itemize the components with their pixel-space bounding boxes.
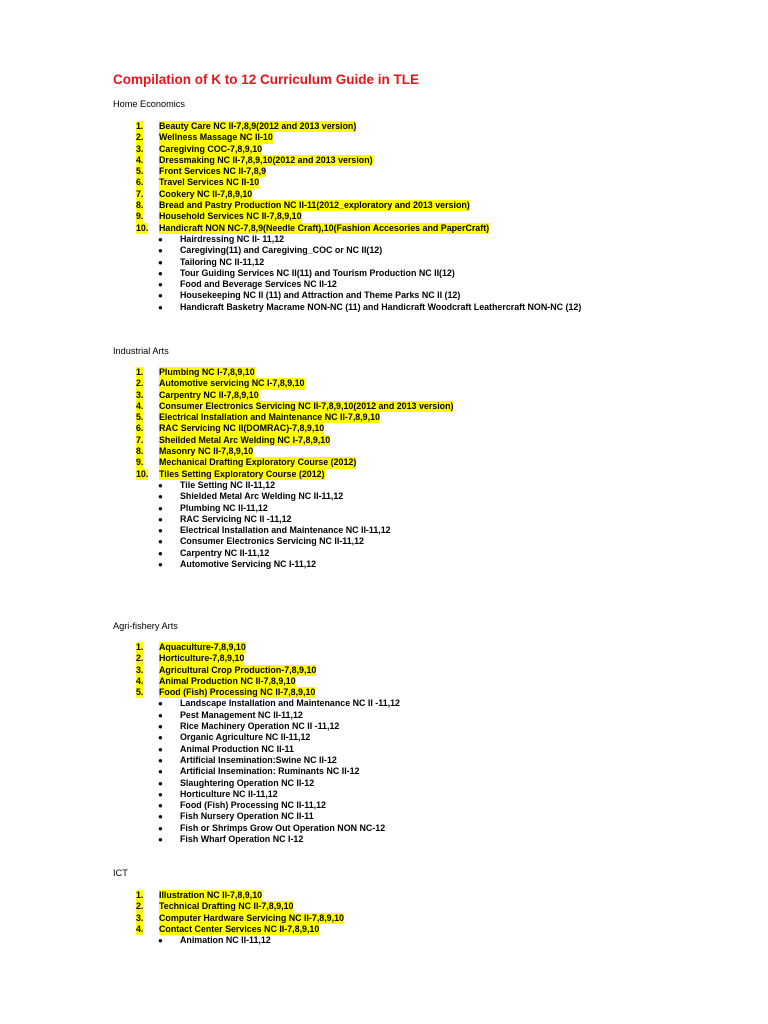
section-heading: Industrial Arts bbox=[113, 346, 169, 356]
bullet-label: Automotive Servicing NC I-11,12 bbox=[180, 559, 317, 570]
numbered-item bbox=[113, 400, 454, 412]
bullet-item bbox=[113, 547, 270, 559]
bullet-dot-icon: ● bbox=[158, 548, 163, 558]
item-label: Front Services NC II-7,8,9 bbox=[159, 166, 267, 177]
numbered-item bbox=[113, 675, 296, 687]
bullet-item bbox=[113, 513, 292, 525]
numbered-list bbox=[113, 121, 582, 313]
numbered-list bbox=[113, 367, 454, 570]
bullet-label: Animal Production NC II-11 bbox=[180, 743, 294, 754]
item-number: 1. bbox=[136, 367, 144, 377]
bullet-item bbox=[113, 479, 276, 491]
bullet-item bbox=[113, 754, 337, 766]
item-label: Technical Drafting NC II-7,8,9,10 bbox=[159, 901, 294, 912]
bullet-item bbox=[113, 301, 582, 313]
item-label: Household Services NC II-7,8,9,10 bbox=[159, 211, 302, 222]
bullet-dot-icon: ● bbox=[158, 302, 163, 312]
bullet-label: Electrical Installation and Maintenance NC II-11,12 bbox=[180, 525, 391, 536]
numbered-item bbox=[113, 188, 253, 200]
bullet-item bbox=[113, 811, 314, 822]
item-label: Cookery NC II-7,8,9,10 bbox=[159, 188, 253, 199]
item-label: Caregiving COC-7,8,9,10 bbox=[159, 143, 263, 154]
item-number: 5. bbox=[136, 166, 144, 177]
item-number: 1. bbox=[136, 121, 144, 131]
bullet-label: Hairdressing NC II- 11,12 bbox=[180, 233, 285, 244]
bullet-dot-icon: ● bbox=[158, 234, 163, 244]
bullet-dot-icon: ● bbox=[158, 480, 163, 490]
item-label: Illustration NC II-7,8,9,10 bbox=[159, 890, 263, 900]
bullet-dot-icon: ● bbox=[158, 257, 163, 267]
bullet-label: Slaughtering Operation NC II-12 bbox=[180, 777, 315, 788]
numbered-item bbox=[113, 434, 331, 446]
bullet-item bbox=[113, 502, 268, 514]
item-label: Travel Services NC II-10 bbox=[159, 177, 260, 188]
item-label: Agricultural Crop Production-7,8,9,10 bbox=[159, 664, 317, 675]
bullet-dot-icon: ● bbox=[158, 710, 163, 720]
item-number: 4. bbox=[136, 400, 144, 411]
item-label: Beauty Care NC II-7,8,9(2012 and 2013 version) bbox=[159, 121, 357, 131]
numbered-item bbox=[113, 143, 263, 155]
bullet-dot-icon: ● bbox=[158, 492, 163, 502]
bullet-item bbox=[113, 766, 360, 777]
bullet-label: Food (Fish) Processing NC II-11,12 bbox=[180, 800, 326, 811]
bullet-item bbox=[113, 559, 317, 570]
item-label: Animal Production NC II-7,8,9,10 bbox=[159, 675, 296, 686]
bullet-item bbox=[113, 709, 303, 721]
numbered-list bbox=[113, 642, 400, 845]
numbered-item bbox=[113, 642, 246, 653]
item-label: Computer Hardware Servicing NC II-7,8,9,10 bbox=[159, 912, 344, 923]
bullet-label: Artificial Insemination: Ruminants NC II-12 bbox=[180, 766, 360, 777]
item-label: Bread and Pastry Production NC II-11(2012_exploratory and 2013 version) bbox=[159, 200, 470, 211]
bullet-dot-icon: ● bbox=[158, 801, 163, 811]
bullet-label: Horticulture NC II-11,12 bbox=[180, 788, 278, 799]
bullet-label: Tile Setting NC II-11,12 bbox=[180, 479, 276, 490]
item-label: Food (Fish) Processing NC II-7,8,9,10 bbox=[159, 687, 316, 698]
bullet-label: Artificial Insemination:Swine NC II-12 bbox=[180, 754, 337, 765]
numbered-item bbox=[113, 423, 325, 434]
item-number: 4. bbox=[136, 675, 144, 686]
numbered-item bbox=[113, 412, 380, 423]
item-number: 3. bbox=[136, 143, 144, 154]
bullet-item bbox=[113, 536, 364, 547]
item-number: 2. bbox=[136, 132, 144, 143]
bullet-label: Landscape Installation and Maintenance NC II -11,12 bbox=[180, 698, 400, 709]
bullet-dot-icon: ● bbox=[158, 936, 163, 946]
numbered-item bbox=[113, 177, 260, 188]
bullet-label: Food and Beverage Services NC II-12 bbox=[180, 279, 337, 290]
bullet-dot-icon: ● bbox=[158, 755, 163, 765]
bullet-dot-icon: ● bbox=[158, 503, 163, 513]
numbered-item bbox=[113, 132, 273, 143]
bullet-dot-icon: ● bbox=[158, 268, 163, 278]
section-industrial-arts bbox=[113, 345, 454, 570]
bullet-label: Plumbing NC II-11,12 bbox=[180, 502, 268, 513]
bullet-item bbox=[113, 721, 340, 732]
bullet-item bbox=[113, 777, 315, 789]
item-label: Masonry NC II-7,8,9,10 bbox=[159, 446, 254, 457]
numbered-item bbox=[113, 378, 305, 389]
bullet-label: Organic Agriculture NC II-11,12 bbox=[180, 732, 311, 743]
numbered-item bbox=[113, 389, 259, 401]
numbered-item bbox=[113, 923, 320, 935]
item-number: 6. bbox=[136, 177, 144, 188]
item-number: 5. bbox=[136, 412, 144, 423]
section-heading: Agri-fishery Arts bbox=[113, 621, 178, 631]
numbered-item bbox=[113, 468, 325, 480]
bullet-dot-icon: ● bbox=[158, 823, 163, 833]
item-number: 3. bbox=[136, 912, 144, 923]
numbered-item bbox=[113, 166, 267, 177]
bullet-label: Housekeeping NC II (11) and Attraction and Theme Parks NC II (12) bbox=[180, 290, 461, 301]
bullet-dot-icon: ● bbox=[158, 722, 163, 732]
item-label: Dressmaking NC II-7,8,9,10(2012 and 2013 version) bbox=[159, 154, 373, 165]
item-number: 7. bbox=[136, 188, 144, 199]
bullet-dot-icon: ● bbox=[158, 280, 163, 290]
bullet-label: Rice Machinery Operation NC II -11,12 bbox=[180, 721, 340, 732]
item-label: Handicraft NON NC-7,8,9(Needle Craft),10(Fashion Accesories and PaperCraft) bbox=[159, 222, 490, 233]
item-number: 8. bbox=[136, 200, 144, 211]
numbered-item bbox=[113, 200, 470, 211]
item-number: 6. bbox=[136, 423, 144, 434]
bullet-item bbox=[113, 233, 285, 245]
bullet-item bbox=[113, 935, 271, 946]
bullet-label: Fish Wharf Operation NC I-12 bbox=[180, 834, 304, 845]
item-number: 9. bbox=[136, 457, 144, 468]
bullet-dot-icon: ● bbox=[158, 526, 163, 536]
bullet-item bbox=[113, 732, 311, 743]
document-title: Compilation of K to 12 Curriculum Guide in TLE bbox=[113, 72, 420, 87]
bullet-label: RAC Servicing NC II -11,12 bbox=[180, 513, 292, 524]
bullet-dot-icon: ● bbox=[158, 514, 163, 524]
bullet-dot-icon: ● bbox=[158, 778, 163, 788]
bullet-dot-icon: ● bbox=[158, 291, 163, 301]
bullet-label: Fish Nursery Operation NC II-11 bbox=[180, 811, 314, 822]
item-label: Contact Center Services NC II-7,8,9,10 bbox=[159, 923, 320, 934]
bullet-item bbox=[113, 834, 304, 845]
numbered-item bbox=[113, 912, 344, 924]
item-number: 2. bbox=[136, 653, 144, 664]
item-label: Consumer Electronics Servicing NC II-7,8,9,10(2012 and 2013 version) bbox=[159, 400, 454, 411]
item-label: Electrical Installation and Maintenance NC II-7,8,9,10 bbox=[159, 412, 380, 423]
bullet-label: Caregiving(11) and Caregiving_COC or NC II(12) bbox=[180, 245, 383, 256]
item-number: 3. bbox=[136, 389, 144, 400]
bullet-dot-icon: ● bbox=[158, 767, 163, 777]
item-number: 5. bbox=[136, 687, 144, 698]
numbered-list bbox=[113, 890, 344, 946]
item-label: Tiles Setting Exploratory Course (2012) bbox=[159, 468, 325, 479]
numbered-item bbox=[113, 687, 316, 698]
item-label: Wellness Massage NC II-10 bbox=[159, 132, 273, 143]
numbered-item bbox=[113, 211, 302, 222]
bullet-item bbox=[113, 822, 386, 834]
item-label: Aquaculture-7,8,9,10 bbox=[159, 642, 246, 652]
bullet-label: Shielded Metal Arc Welding NC II-11,12 bbox=[180, 491, 344, 502]
bullet-item bbox=[113, 743, 294, 755]
bullet-item bbox=[113, 698, 400, 709]
item-label: RAC Servicing NC II(DOMRAC)-7,8,9,10 bbox=[159, 423, 325, 434]
item-number: 7. bbox=[136, 434, 144, 445]
item-number: 2. bbox=[136, 901, 144, 912]
item-number: 4. bbox=[136, 923, 144, 934]
item-label: Automotive servicing NC I-7,8,9,10 bbox=[159, 378, 305, 389]
bullet-item bbox=[113, 279, 337, 290]
item-number: 2. bbox=[136, 378, 144, 389]
numbered-item bbox=[113, 457, 357, 468]
bullet-item bbox=[113, 491, 344, 502]
numbered-item bbox=[113, 367, 255, 378]
bullet-dot-icon: ● bbox=[158, 835, 163, 845]
bullet-item bbox=[113, 800, 326, 811]
bullet-label: Tailoring NC II-11,12 bbox=[180, 256, 265, 267]
item-label: Mechanical Drafting Exploratory Course (2012) bbox=[159, 457, 357, 468]
item-number: 1. bbox=[136, 890, 144, 900]
item-label: Plumbing NC I-7,8,9,10 bbox=[159, 367, 255, 377]
item-number: 10. bbox=[136, 222, 149, 233]
bullet-label: Tour Guiding Services NC II(11) and Tourism Production NC II(12) bbox=[180, 267, 455, 278]
numbered-item bbox=[113, 653, 245, 664]
bullet-dot-icon: ● bbox=[158, 699, 163, 709]
numbered-item bbox=[113, 121, 357, 132]
bullet-item bbox=[113, 788, 278, 800]
item-number: 10. bbox=[136, 468, 149, 479]
bullet-dot-icon: ● bbox=[158, 744, 163, 754]
numbered-item bbox=[113, 154, 373, 166]
section-heading: ICT bbox=[113, 868, 128, 878]
bullet-label: Pest Management NC II-11,12 bbox=[180, 709, 303, 720]
bullet-label: Animation NC II-11,12 bbox=[180, 935, 271, 946]
numbered-item bbox=[113, 901, 294, 912]
item-number: 9. bbox=[136, 211, 144, 222]
item-label: Horticulture-7,8,9,10 bbox=[159, 653, 245, 664]
bullet-item bbox=[113, 267, 455, 279]
numbered-item bbox=[113, 664, 317, 676]
numbered-item bbox=[113, 222, 490, 234]
bullet-dot-icon: ● bbox=[158, 560, 163, 570]
bullet-dot-icon: ● bbox=[158, 733, 163, 743]
bullet-dot-icon: ● bbox=[158, 537, 163, 547]
bullet-label: Fish or Shrimps Grow Out Operation NON NC-12 bbox=[180, 822, 386, 833]
numbered-item bbox=[113, 446, 254, 457]
item-label: Carpentry NC II-7,8,9,10 bbox=[159, 389, 259, 400]
bullet-item bbox=[113, 256, 265, 268]
bullet-label: Carpentry NC II-11,12 bbox=[180, 547, 270, 558]
bullet-label: Handicraft Basketry Macrame NON-NC (11) and Handicraft Woodcraft Leathercraft NON-NC (12) bbox=[180, 301, 582, 312]
bullet-item bbox=[113, 525, 391, 536]
bullet-dot-icon: ● bbox=[158, 789, 163, 799]
bullet-label: Consumer Electronics Servicing NC II-11,12 bbox=[180, 536, 364, 547]
item-number: 8. bbox=[136, 446, 144, 457]
item-label: Sheilded Metal Arc Welding NC I-7,8,9,10 bbox=[159, 434, 331, 445]
bullet-dot-icon: ● bbox=[158, 246, 163, 256]
item-number: 3. bbox=[136, 664, 144, 675]
numbered-item bbox=[113, 890, 263, 901]
bullet-dot-icon: ● bbox=[158, 812, 163, 822]
section-heading: Home Economics bbox=[113, 99, 185, 109]
section-home-economics bbox=[113, 98, 582, 313]
section-ict bbox=[113, 867, 344, 946]
item-number: 1. bbox=[136, 642, 144, 652]
bullet-item bbox=[113, 245, 383, 256]
bullet-item bbox=[113, 290, 461, 301]
section-agri-fishery-arts bbox=[113, 620, 400, 845]
item-number: 4. bbox=[136, 154, 144, 165]
